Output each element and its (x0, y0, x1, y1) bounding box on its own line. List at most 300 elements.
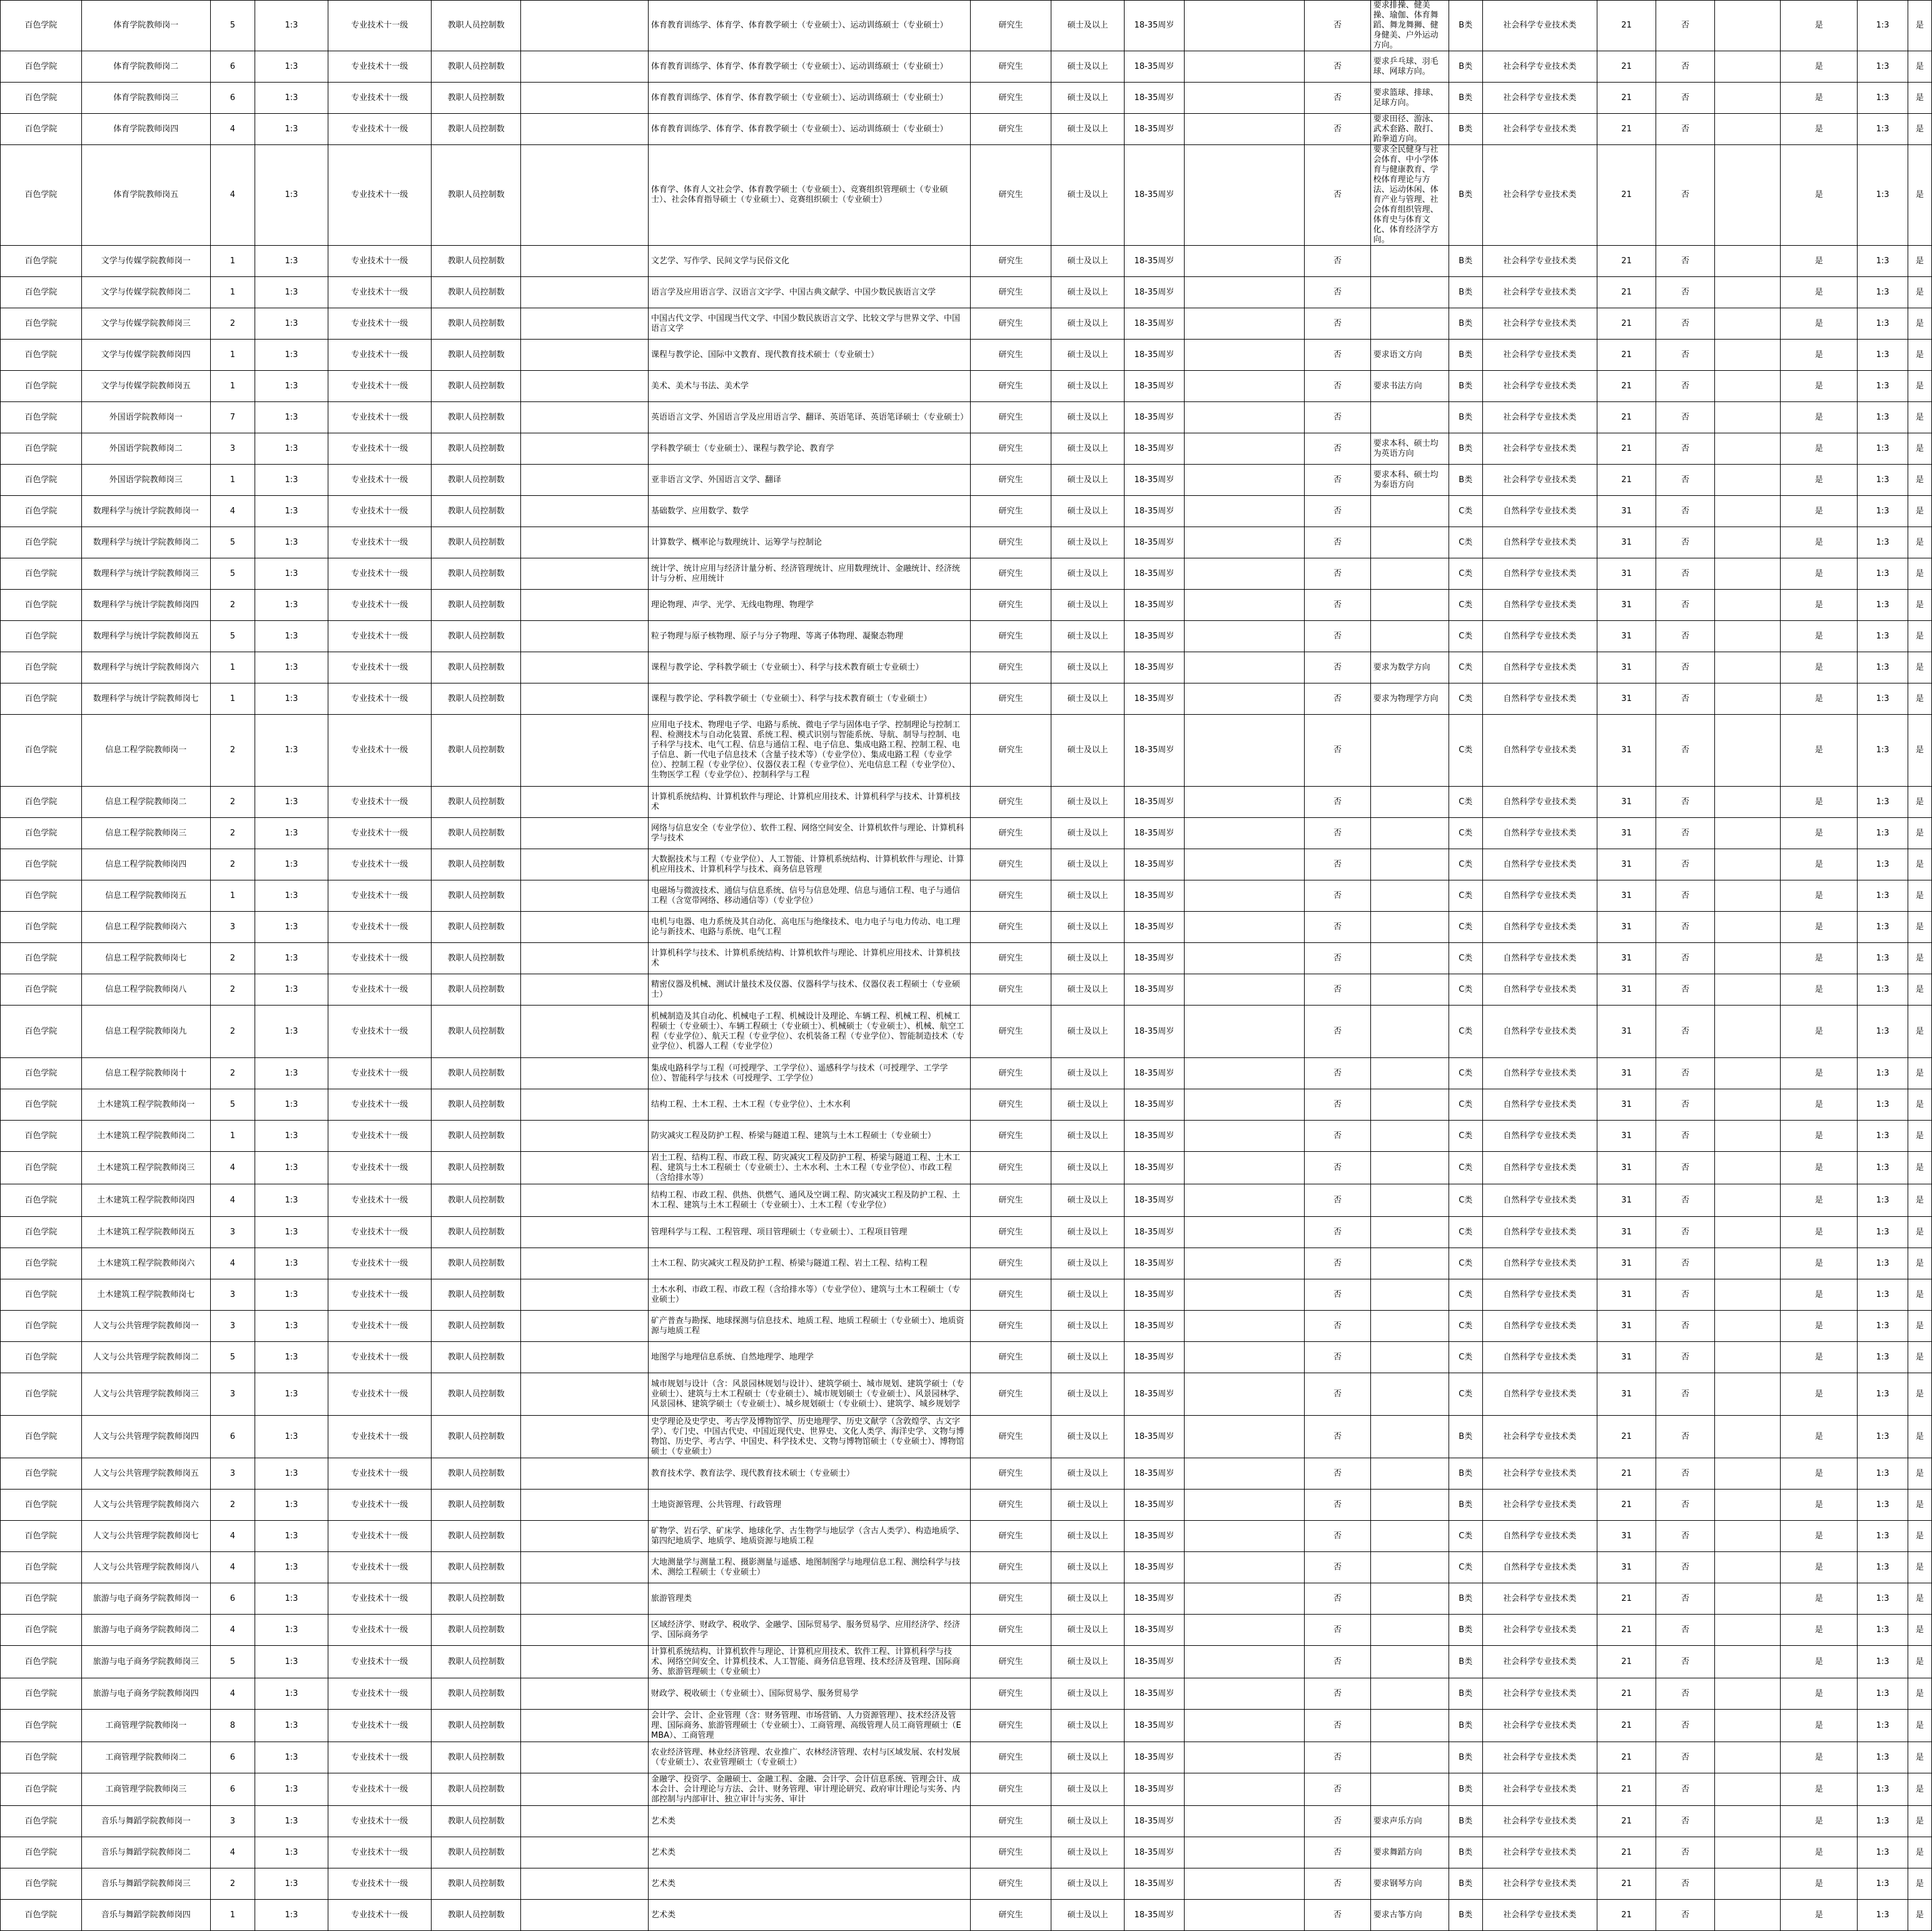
cell-subject-code: 31 (1597, 787, 1656, 818)
table-row (1, 1217, 1932, 1248)
cell-flag: 是 (1781, 527, 1858, 558)
table-row (1, 787, 1932, 818)
cell-empty (521, 1089, 649, 1121)
cell-exam-subject: 社会科学专业技术类 (1482, 1, 1597, 51)
cell-flag: 否 (1656, 1, 1715, 51)
cell-flag: 否 (1656, 621, 1715, 652)
cell-headcount: 6 (210, 51, 255, 83)
cell-headcount: 6 (210, 1583, 255, 1615)
cell-flag: 是 (1908, 715, 1931, 787)
cell-post-name: 土木建筑工程学院教师岗一 (81, 1089, 210, 1121)
cell-age: 18-35周岁 (1124, 943, 1184, 974)
cell-major: 课程与教学论、学科教学硕士（专业硕士）、科学与技术教育硕士专业硕士） (649, 652, 971, 683)
cell-empty (1185, 114, 1305, 145)
cell-exam-ratio: 1:3 (255, 880, 328, 912)
cell-headcount: 5 (210, 1646, 255, 1678)
cell-staffing-mode: 教职人员控制数 (432, 433, 521, 465)
cell-headcount: 1 (210, 683, 255, 715)
cell-flag: 是 (1781, 1710, 1858, 1742)
cell-headcount: 1 (210, 371, 255, 402)
cell-headcount: 4 (210, 1552, 255, 1583)
cell-post-name: 工商管理学院教师岗一 (81, 1710, 210, 1742)
cell-exam-category: B类 (1449, 433, 1482, 465)
cell-unit: 百色学院 (1, 83, 82, 114)
cell-interview-ratio: 1:3 (1858, 145, 1908, 246)
cell-empty (1715, 652, 1781, 683)
cell-exam-category: C类 (1449, 1311, 1482, 1342)
cell-unit: 百色学院 (1, 1279, 82, 1311)
cell-unit: 百色学院 (1, 1373, 82, 1416)
cell-empty (521, 943, 649, 974)
cell-empty (1715, 1373, 1781, 1416)
cell-headcount: 8 (210, 1710, 255, 1742)
cell-flag: 否 (1305, 371, 1370, 402)
cell-empty (521, 145, 649, 246)
cell-empty (1185, 246, 1305, 277)
cell-unit: 百色学院 (1, 1217, 82, 1248)
cell-age: 18-35周岁 (1124, 1279, 1184, 1311)
cell-education: 研究生 (970, 527, 1051, 558)
cell-exam-ratio: 1:3 (255, 1742, 328, 1773)
cell-post-name: 信息工程学院教师岗八 (81, 974, 210, 1006)
cell-exam-subject: 社会科学专业技术类 (1482, 83, 1597, 114)
cell-unit: 百色学院 (1, 114, 82, 145)
cell-empty (1715, 527, 1781, 558)
cell-exam-category: B类 (1449, 1837, 1482, 1868)
cell-education: 研究生 (970, 1006, 1051, 1058)
table-row (1, 1279, 1932, 1311)
cell-exam-ratio: 1:3 (255, 1490, 328, 1521)
cell-post-name: 人文与公共管理学院教师岗六 (81, 1490, 210, 1521)
cell-headcount: 2 (210, 787, 255, 818)
cell-flag: 否 (1656, 1900, 1715, 1931)
cell-flag: 否 (1305, 1121, 1370, 1152)
cell-major: 电机与电器、电力系统及其自动化、高电压与绝缘技术、电力电子与电力传动、电工理论与新技术、电路与系统、电气工程 (649, 912, 971, 943)
cell-unit: 百色学院 (1, 1615, 82, 1646)
cell-degree: 硕士及以上 (1051, 465, 1124, 496)
cell-post-grade: 专业技术十一级 (328, 1742, 432, 1773)
cell-headcount: 7 (210, 402, 255, 433)
cell-flag: 是 (1781, 340, 1858, 371)
cell-major: 岩土工程、结构工程、市政工程、防灾减灾工程及防护工程、桥梁与隧道工程、土木工程、建筑与土木工程硕士（专业硕士）、土木水利、土木工程（专业学位）、市政工程（含给排水等） (649, 1152, 971, 1184)
cell-flag: 是 (1908, 277, 1931, 308)
cell-empty (521, 1279, 649, 1311)
cell-age: 18-35周岁 (1124, 1184, 1184, 1217)
cell-exam-category: B类 (1449, 246, 1482, 277)
cell-empty (1715, 371, 1781, 402)
cell-subject-code: 21 (1597, 145, 1656, 246)
cell-degree: 硕士及以上 (1051, 1521, 1124, 1552)
cell-education: 研究生 (970, 1, 1051, 51)
cell-flag: 否 (1656, 1773, 1715, 1806)
cell-education: 研究生 (970, 880, 1051, 912)
cell-major: 城市规划与设计（含：风景园林规划与设计）、建筑学硕士、城市规划、建筑学硕士（专业硕士）、建筑与土木工程硕士（专业硕士）、城市规划硕士（专业硕士）、风景园林学、风景园林、建筑学硕士（专业硕士）、城乡规划硕士（专业硕士）、建筑学、城乡规划学 (649, 1373, 971, 1416)
cell-unit: 百色学院 (1, 880, 82, 912)
cell-post-grade: 专业技术十一级 (328, 715, 432, 787)
table-row (1, 1121, 1932, 1152)
cell-post-grade: 专业技术十一级 (328, 1416, 432, 1458)
cell-subject-code: 31 (1597, 818, 1656, 849)
cell-flag: 是 (1908, 433, 1931, 465)
cell-empty (1715, 402, 1781, 433)
cell-education: 研究生 (970, 1710, 1051, 1742)
cell-post-grade: 专业技术十一级 (328, 1, 432, 51)
table-body (1, 1, 1932, 1931)
cell-interview-ratio: 1:3 (1858, 51, 1908, 83)
cell-flag: 否 (1305, 308, 1370, 340)
cell-unit: 百色学院 (1, 1806, 82, 1837)
cell-flag: 是 (1908, 527, 1931, 558)
cell-flag: 否 (1656, 277, 1715, 308)
cell-empty (1715, 340, 1781, 371)
cell-exam-subject: 自然科学专业技术类 (1482, 912, 1597, 943)
cell-degree: 硕士及以上 (1051, 1089, 1124, 1121)
cell-exam-ratio: 1:3 (255, 1311, 328, 1342)
cell-staffing-mode: 教职人员控制数 (432, 1152, 521, 1184)
cell-other-requirements (1370, 1552, 1449, 1583)
cell-empty (521, 433, 649, 465)
cell-post-grade: 专业技术十一级 (328, 465, 432, 496)
cell-other-requirements (1370, 715, 1449, 787)
cell-exam-category: B类 (1449, 145, 1482, 246)
cell-exam-category: B类 (1449, 340, 1482, 371)
cell-empty (521, 83, 649, 114)
cell-exam-subject: 社会科学专业技术类 (1482, 1678, 1597, 1710)
table-row (1, 1089, 1932, 1121)
cell-subject-code: 31 (1597, 558, 1656, 590)
cell-exam-subject: 社会科学专业技术类 (1482, 1458, 1597, 1490)
cell-interview-ratio: 1:3 (1858, 1416, 1908, 1458)
cell-education: 研究生 (970, 114, 1051, 145)
cell-empty (521, 787, 649, 818)
cell-other-requirements (1370, 1217, 1449, 1248)
cell-empty (521, 880, 649, 912)
cell-post-name: 数理科学与统计学院教师岗七 (81, 683, 210, 715)
table-row (1, 433, 1932, 465)
cell-education: 研究生 (970, 1678, 1051, 1710)
cell-other-requirements (1370, 1490, 1449, 1521)
cell-post-name: 体育学院教师岗一 (81, 1, 210, 51)
cell-interview-ratio: 1:3 (1858, 1121, 1908, 1152)
cell-flag: 是 (1781, 51, 1858, 83)
cell-degree: 硕士及以上 (1051, 1279, 1124, 1311)
cell-education: 研究生 (970, 1248, 1051, 1279)
cell-education: 研究生 (970, 308, 1051, 340)
cell-exam-ratio: 1:3 (255, 1868, 328, 1900)
cell-post-grade: 专业技术十一级 (328, 308, 432, 340)
cell-headcount: 6 (210, 83, 255, 114)
cell-empty (1715, 1152, 1781, 1184)
cell-post-name: 音乐与舞蹈学院教师岗一 (81, 1806, 210, 1837)
cell-flag: 否 (1305, 1416, 1370, 1458)
cell-subject-code: 31 (1597, 943, 1656, 974)
cell-staffing-mode: 教职人员控制数 (432, 715, 521, 787)
cell-post-grade: 专业技术十一级 (328, 1089, 432, 1121)
cell-unit: 百色学院 (1, 943, 82, 974)
cell-flag: 否 (1656, 849, 1715, 880)
cell-subject-code: 31 (1597, 715, 1656, 787)
table-row (1, 1006, 1932, 1058)
cell-flag: 是 (1781, 371, 1858, 402)
cell-interview-ratio: 1:3 (1858, 1311, 1908, 1342)
cell-post-name: 数理科学与统计学院教师岗三 (81, 558, 210, 590)
cell-exam-subject: 社会科学专业技术类 (1482, 1773, 1597, 1806)
cell-exam-ratio: 1:3 (255, 1217, 328, 1248)
cell-exam-category: C类 (1449, 1006, 1482, 1058)
cell-interview-ratio: 1:3 (1858, 402, 1908, 433)
cell-empty (1185, 558, 1305, 590)
cell-empty (1185, 787, 1305, 818)
cell-headcount: 1 (210, 340, 255, 371)
cell-interview-ratio: 1:3 (1858, 371, 1908, 402)
cell-age: 18-35周岁 (1124, 114, 1184, 145)
cell-staffing-mode: 教职人员控制数 (432, 1868, 521, 1900)
cell-headcount: 2 (210, 818, 255, 849)
cell-empty (1715, 51, 1781, 83)
cell-degree: 硕士及以上 (1051, 51, 1124, 83)
cell-exam-category: C类 (1449, 496, 1482, 527)
cell-unit: 百色学院 (1, 683, 82, 715)
cell-degree: 硕士及以上 (1051, 145, 1124, 246)
cell-education: 研究生 (970, 1121, 1051, 1152)
cell-other-requirements (1370, 558, 1449, 590)
cell-subject-code: 21 (1597, 114, 1656, 145)
cell-post-grade: 专业技术十一级 (328, 371, 432, 402)
cell-exam-ratio: 1:3 (255, 1416, 328, 1458)
cell-empty (1185, 402, 1305, 433)
cell-post-grade: 专业技术十一级 (328, 943, 432, 974)
cell-exam-category: C类 (1449, 880, 1482, 912)
cell-staffing-mode: 教职人员控制数 (432, 340, 521, 371)
cell-major: 网络与信息安全（专业学位）、软件工程、网络空间安全、计算机软件与理论、计算机科学与技术 (649, 818, 971, 849)
cell-exam-subject: 社会科学专业技术类 (1482, 1646, 1597, 1678)
cell-flag: 否 (1305, 402, 1370, 433)
cell-other-requirements (1370, 1742, 1449, 1773)
cell-interview-ratio: 1:3 (1858, 465, 1908, 496)
cell-staffing-mode: 教职人员控制数 (432, 1373, 521, 1416)
cell-unit: 百色学院 (1, 787, 82, 818)
cell-flag: 是 (1908, 1773, 1931, 1806)
cell-major: 大地测量学与测量工程、摄影测量与遥感、地图制图学与地理信息工程、测绘科学与技术、测绘工程硕士（专业硕士） (649, 1552, 971, 1583)
cell-age: 18-35周岁 (1124, 277, 1184, 308)
cell-subject-code: 21 (1597, 1900, 1656, 1931)
cell-flag: 否 (1656, 1646, 1715, 1678)
cell-other-requirements (1370, 1089, 1449, 1121)
cell-exam-subject: 自然科学专业技术类 (1482, 849, 1597, 880)
cell-flag: 否 (1305, 433, 1370, 465)
table-row (1, 114, 1932, 145)
cell-age: 18-35周岁 (1124, 371, 1184, 402)
cell-flag: 否 (1305, 818, 1370, 849)
cell-flag: 是 (1781, 465, 1858, 496)
cell-education: 研究生 (970, 1058, 1051, 1089)
cell-flag: 是 (1781, 558, 1858, 590)
cell-staffing-mode: 教职人员控制数 (432, 1248, 521, 1279)
cell-headcount: 3 (210, 1373, 255, 1416)
cell-post-grade: 专业技术十一级 (328, 340, 432, 371)
cell-headcount: 1 (210, 880, 255, 912)
cell-post-name: 信息工程学院教师岗九 (81, 1006, 210, 1058)
cell-headcount: 1 (210, 1900, 255, 1931)
cell-empty (1185, 1184, 1305, 1217)
cell-flag: 否 (1305, 1742, 1370, 1773)
cell-flag: 否 (1656, 715, 1715, 787)
cell-degree: 硕士及以上 (1051, 527, 1124, 558)
table-row (1, 715, 1932, 787)
cell-age: 18-35周岁 (1124, 527, 1184, 558)
cell-empty (521, 849, 649, 880)
cell-major: 亚非语言文学、外国语言文学、翻译 (649, 465, 971, 496)
cell-exam-subject: 自然科学专业技术类 (1482, 621, 1597, 652)
cell-empty (1185, 1, 1305, 51)
cell-empty (1715, 787, 1781, 818)
cell-major: 会计学、会计、企业管理（含：财务管理、市场营销、人力资源管理）、技术经济及管理、国际商务、旅游管理硕士（专业硕士）、工商管理、高级管理人员工商管理硕士（EMBA）、工商管理 (649, 1710, 971, 1742)
cell-empty (1185, 1458, 1305, 1490)
cell-subject-code: 31 (1597, 1006, 1656, 1058)
cell-exam-ratio: 1:3 (255, 246, 328, 277)
cell-exam-subject: 自然科学专业技术类 (1482, 1152, 1597, 1184)
cell-headcount: 3 (210, 1806, 255, 1837)
cell-staffing-mode: 教职人员控制数 (432, 590, 521, 621)
cell-exam-subject: 社会科学专业技术类 (1482, 371, 1597, 402)
cell-education: 研究生 (970, 652, 1051, 683)
cell-major: 结构工程、土木工程、土木工程（专业学位）、土木水利 (649, 1089, 971, 1121)
cell-subject-code: 21 (1597, 465, 1656, 496)
cell-exam-category: C类 (1449, 1521, 1482, 1552)
cell-subject-code: 31 (1597, 527, 1656, 558)
cell-exam-ratio: 1:3 (255, 1152, 328, 1184)
cell-post-name: 信息工程学院教师岗二 (81, 787, 210, 818)
cell-exam-subject: 社会科学专业技术类 (1482, 1868, 1597, 1900)
cell-age: 18-35周岁 (1124, 1248, 1184, 1279)
cell-flag: 否 (1656, 818, 1715, 849)
cell-post-name: 土木建筑工程学院教师岗二 (81, 1121, 210, 1152)
table-row (1, 1773, 1932, 1806)
cell-flag: 是 (1908, 465, 1931, 496)
cell-flag: 是 (1908, 308, 1931, 340)
cell-interview-ratio: 1:3 (1858, 1583, 1908, 1615)
cell-exam-category: B类 (1449, 114, 1482, 145)
cell-interview-ratio: 1:3 (1858, 1152, 1908, 1184)
cell-exam-ratio: 1:3 (255, 83, 328, 114)
table-row (1, 308, 1932, 340)
cell-subject-code: 21 (1597, 371, 1656, 402)
cell-education: 研究生 (970, 340, 1051, 371)
cell-exam-category: C类 (1449, 683, 1482, 715)
cell-education: 研究生 (970, 1184, 1051, 1217)
cell-post-name: 人文与公共管理学院教师岗三 (81, 1373, 210, 1416)
cell-exam-ratio: 1:3 (255, 974, 328, 1006)
cell-post-grade: 专业技术十一级 (328, 1058, 432, 1089)
cell-empty (1185, 943, 1305, 974)
cell-headcount: 3 (210, 433, 255, 465)
cell-degree: 硕士及以上 (1051, 1773, 1124, 1806)
table-row (1, 83, 1932, 114)
cell-education: 研究生 (970, 1521, 1051, 1552)
cell-empty (1185, 715, 1305, 787)
cell-empty (1185, 1678, 1305, 1710)
cell-age: 18-35周岁 (1124, 621, 1184, 652)
cell-headcount: 6 (210, 1773, 255, 1806)
cell-interview-ratio: 1:3 (1858, 683, 1908, 715)
cell-interview-ratio: 1:3 (1858, 277, 1908, 308)
cell-flag: 是 (1908, 1217, 1931, 1248)
cell-post-name: 信息工程学院教师岗一 (81, 715, 210, 787)
cell-flag: 是 (1908, 1552, 1931, 1583)
cell-post-name: 人文与公共管理学院教师岗二 (81, 1342, 210, 1373)
cell-flag: 否 (1305, 1006, 1370, 1058)
cell-flag: 是 (1908, 1458, 1931, 1490)
cell-empty (1185, 1900, 1305, 1931)
cell-flag: 否 (1305, 1217, 1370, 1248)
cell-unit: 百色学院 (1, 1552, 82, 1583)
cell-headcount: 2 (210, 974, 255, 1006)
table-row (1, 1552, 1932, 1583)
cell-post-name: 文学与传媒学院教师岗三 (81, 308, 210, 340)
cell-post-name: 数理科学与统计学院教师岗一 (81, 496, 210, 527)
cell-headcount: 4 (210, 1248, 255, 1279)
cell-flag: 否 (1656, 1416, 1715, 1458)
cell-subject-code: 31 (1597, 1552, 1656, 1583)
cell-empty (1185, 51, 1305, 83)
cell-flag: 是 (1781, 943, 1858, 974)
cell-interview-ratio: 1:3 (1858, 912, 1908, 943)
cell-post-grade: 专业技术十一级 (328, 652, 432, 683)
cell-other-requirements: 要求为数学方向 (1370, 652, 1449, 683)
cell-post-grade: 专业技术十一级 (328, 114, 432, 145)
cell-interview-ratio: 1:3 (1858, 1773, 1908, 1806)
table-row (1, 1742, 1932, 1773)
cell-age: 18-35周岁 (1124, 1006, 1184, 1058)
cell-staffing-mode: 教职人员控制数 (432, 943, 521, 974)
cell-other-requirements (1370, 1583, 1449, 1615)
cell-age: 18-35周岁 (1124, 787, 1184, 818)
cell-staffing-mode: 教职人员控制数 (432, 818, 521, 849)
cell-other-requirements (1370, 1773, 1449, 1806)
table-row (1, 1248, 1932, 1279)
cell-flag: 否 (1305, 1342, 1370, 1373)
cell-unit: 百色学院 (1, 715, 82, 787)
cell-other-requirements (1370, 496, 1449, 527)
cell-major: 计算数学、概率论与数理统计、运筹学与控制论 (649, 527, 971, 558)
cell-post-name: 体育学院教师岗三 (81, 83, 210, 114)
table-row (1, 1806, 1932, 1837)
cell-education: 研究生 (970, 496, 1051, 527)
cell-age: 18-35周岁 (1124, 1615, 1184, 1646)
cell-degree: 硕士及以上 (1051, 1900, 1124, 1931)
cell-empty (1715, 1342, 1781, 1373)
cell-interview-ratio: 1:3 (1858, 1184, 1908, 1217)
cell-flag: 否 (1305, 1490, 1370, 1521)
cell-education: 研究生 (970, 1868, 1051, 1900)
cell-flag: 否 (1656, 145, 1715, 246)
cell-flag: 否 (1656, 308, 1715, 340)
cell-flag: 否 (1305, 496, 1370, 527)
cell-flag: 否 (1656, 1006, 1715, 1058)
cell-subject-code: 31 (1597, 1217, 1656, 1248)
cell-flag: 是 (1908, 1900, 1931, 1931)
cell-education: 研究生 (970, 912, 1051, 943)
cell-headcount: 3 (210, 1217, 255, 1248)
cell-exam-category: C类 (1449, 1184, 1482, 1217)
cell-age: 18-35周岁 (1124, 1373, 1184, 1416)
cell-interview-ratio: 1:3 (1858, 1373, 1908, 1416)
cell-subject-code: 31 (1597, 912, 1656, 943)
cell-post-name: 土木建筑工程学院教师岗七 (81, 1279, 210, 1311)
cell-empty (1185, 621, 1305, 652)
cell-subject-code: 21 (1597, 83, 1656, 114)
cell-education: 研究生 (970, 715, 1051, 787)
